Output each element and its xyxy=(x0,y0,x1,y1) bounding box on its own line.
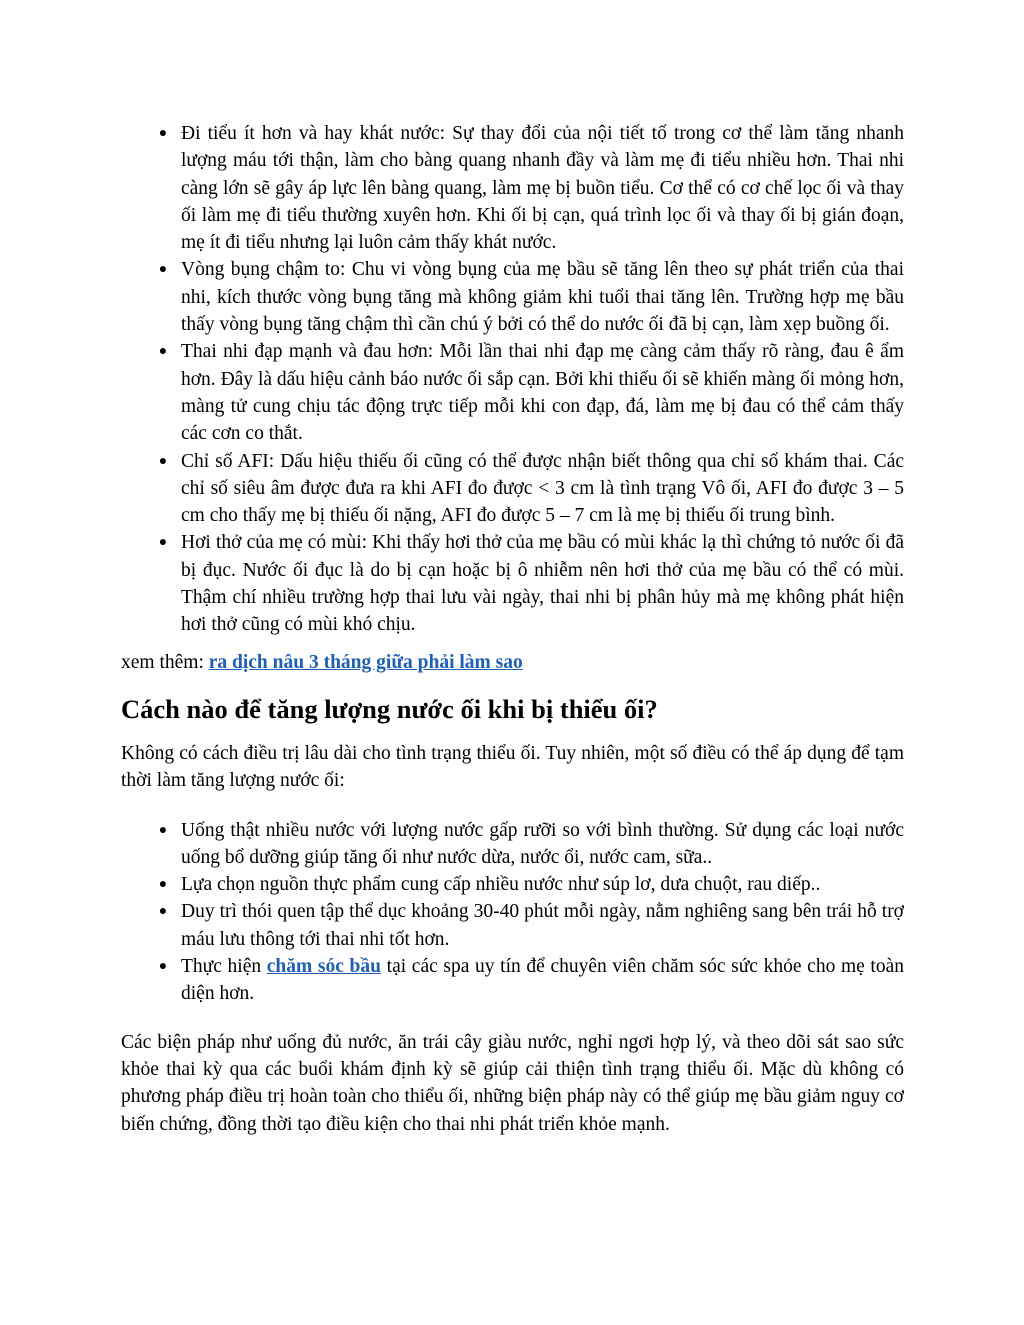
bullet-icon: ● xyxy=(158,262,168,278)
list-item-text: Đi tiểu ít hơn và hay khát nước: Sự thay đổi của nội tiết tố trong cơ thể làm tăng nhanh lượng máu tới thận, làm cho bàng quang nhanh đầy và làm mẹ đi tiểu nhiều hơn. Thai nhi càng lớn sẽ gây áp lực lên bàng quang, làm mẹ bị buồn tiểu. Cơ thể có cơ chế lọc ối và thay ối làm mẹ đi tiểu thường xuyên hơn. Khi ối bị cạn, quá trình lọc ối và thay ối bị gián đoạn, mẹ ít đi tiểu nhưng lại luôn cảm thấy khát nước. xyxy=(181,123,904,254)
list-item xyxy=(121,448,904,530)
intro-paragraph: Không có cách điều trị lâu dài cho tình trạng thiểu ối. Tuy nhiên, một số điều có thể áp dụng để tạm thời làm tăng lượng nước ối: xyxy=(121,742,904,792)
list-item xyxy=(121,898,904,953)
bullet-icon: ● xyxy=(158,877,168,893)
list-item-suffix: tại các spa uy tín để chuyên viên chăm sóc sức khỏe cho mẹ toàn diện hơn. xyxy=(181,956,905,1005)
list-item-text: Vòng bụng chậm to: Chu vi vòng bụng của mẹ bầu sẽ tăng lên theo sự phát triển của thai nhi, kích thước vòng bụng tăng mà không giảm khi tuổi thai tăng lên. Trường hợp mẹ bầu thấy vòng bụng tăng chậm thì cần chú ý bởi có thể do nước ối đã bị cạn, làm xẹp buồng ối. xyxy=(181,259,904,336)
list-item-prefix: Thực hiện xyxy=(181,956,267,978)
list-item xyxy=(121,120,904,256)
see-also-link[interactable]: ra dịch nâu 3 tháng giữa phải làm sao xyxy=(208,651,523,673)
list-item xyxy=(121,529,904,638)
remedy-list xyxy=(121,817,904,1008)
list-item-text: Duy trì thói quen tập thể dục khoảng 30-40 phút mỗi ngày, nằm nghiêng sang bên trái hỗ trợ máu lưu thông tới thai nhi tốt hơn. xyxy=(181,901,904,950)
list-item-text: Uống thật nhiều nước với lượng nước gấp rưỡi so với bình thường. Sử dụng các loại nước uống bổ dưỡng giúp tăng ối như nước dừa, nước ổi, nước cam, sữa.. xyxy=(181,819,904,868)
bullet-icon: ● xyxy=(158,535,168,551)
list-item xyxy=(121,256,904,338)
document-page xyxy=(121,120,904,1138)
list-item xyxy=(121,338,904,447)
section-heading: Cách nào để tăng lượng nước ối khi bị thiểu ối? xyxy=(121,693,658,724)
see-also-line xyxy=(121,649,904,676)
list-item xyxy=(121,953,904,1008)
spa-care-link[interactable]: chăm sóc bầu xyxy=(266,956,381,978)
list-item xyxy=(121,871,904,898)
bullet-icon: ● xyxy=(158,959,168,975)
closing-paragraph: Các biện pháp như uống đủ nước, ăn trái cây giàu nước, nghỉ ngơi hợp lý, và theo dõi sát sao sức khỏe thai kỳ qua các buổi khám định kỳ sẽ giúp cải thiện tình trạng thiểu ối. Mặc dù không có phương pháp điều trị hoàn toàn cho thiểu ối, những biện pháp này có thể giúp mẹ bầu giảm nguy cơ biến chứng, đồng thời tạo điều kiện cho thai nhi phát triển khỏe mạnh. xyxy=(121,1031,904,1135)
bullet-icon: ● xyxy=(158,453,168,469)
symptom-list xyxy=(121,120,904,639)
bullet-icon: ● xyxy=(158,904,168,920)
list-item xyxy=(121,817,904,872)
list-item-text: Lựa chọn nguồn thực phẩm cung cấp nhiều nước như súp lơ, dưa chuột, rau diếp.. xyxy=(181,874,821,896)
bullet-icon: ● xyxy=(158,126,168,141)
see-also-prefix: xem thêm: xyxy=(121,651,209,673)
bullet-icon: ● xyxy=(158,344,168,360)
list-item-text: Chỉ số AFI: Dấu hiệu thiếu ối cũng có thể được nhận biết thông qua chỉ số khám thai. Các chỉ số siêu âm được đưa ra khi AFI đo được < 3 cm là tình trạng Vô ối, AFI đo được 3 – 5 cm cho thấy mẹ bị thiếu ối nặng, AFI đo được 5 – 7 cm là mẹ bị thiếu ối trung bình. xyxy=(181,450,904,527)
list-item-text: Thai nhi đạp mạnh và đau hơn: Mỗi lần thai nhi đạp mẹ càng cảm thấy rõ ràng, đau ê ẩm hơn. Đây là dấu hiệu cảnh báo nước ối sắp cạn. Bởi khi thiếu ối sẽ khiến màng ối mỏng hơn, màng tử cung chịu tác động trực tiếp mỗi khi con đạp, đá, làm mẹ bị đau có thể cảm thấy các cơn co thắt. xyxy=(181,341,904,445)
list-item-text: Hơi thở của mẹ có mùi: Khi thấy hơi thở của mẹ bầu có mùi khác lạ thì chứng tỏ nước ối đã bị đục. Nước ối đục là do bị cạn hoặc bị ô nhiễm nên hơi thở của mẹ bầu có thể có mùi. Thậm chí nhiều trường hợp thai lưu vài ngày, thai nhi bị phân hủy mà mẹ không phát hiện hơi thở cũng có mùi khó chịu. xyxy=(181,532,904,636)
bullet-icon: ● xyxy=(158,822,168,838)
